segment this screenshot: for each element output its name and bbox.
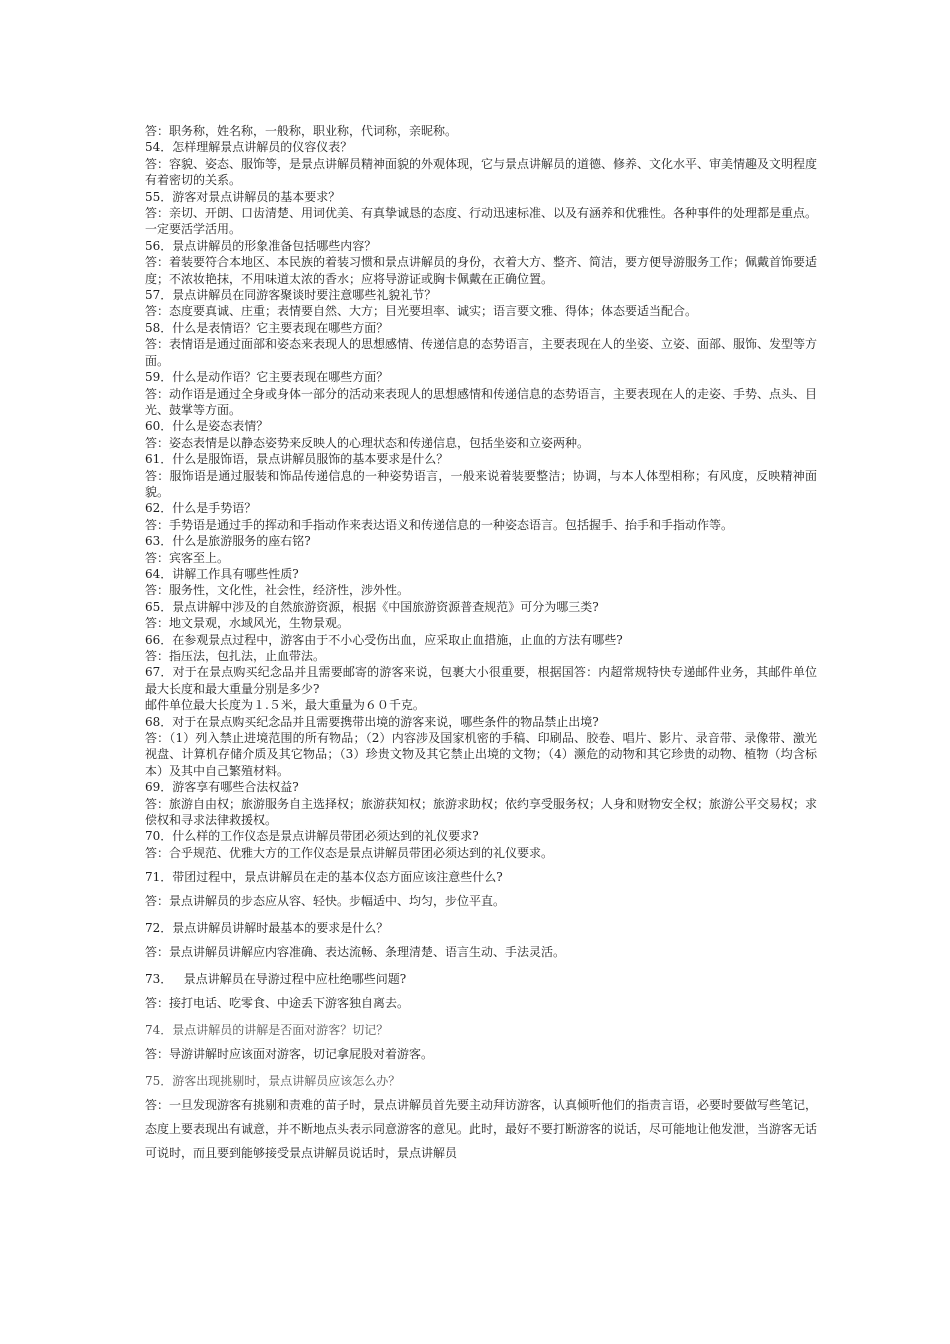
- question-text: 71．带团过程中，景点讲解员在走的基本仪态方面应该注意些什么?: [145, 870, 503, 885]
- answer-text: 答：合乎规范、优雅大方的工作仪态是景点讲解员带团必须达到的礼仪要求。: [145, 845, 554, 860]
- question-text: 68．对于在景点购买纪念品并且需要携带出境的游客来说，哪些条件的物品禁止出境?: [145, 714, 599, 729]
- question-text: 67．对于在景点购买纪念品并且需要邮寄的游客来说，包裹大小很重要，根据国答：内超常规特快专递邮件业务，其邮件单位最大长度和最大重量分别是多少?: [145, 665, 817, 696]
- answer-text: 邮件单位最大长度为１.５米，最大重量为６０千克。: [145, 698, 425, 713]
- answer-text: 答：姿态表情是以静态姿势来反映人的心理状态和传递信息，包括坐姿和立姿两种。: [145, 435, 590, 450]
- answer-text: 答：容貌、姿态、服饰等，是景点讲解员精神面貌的外观体现，它与景点讲解员的道德、修养、文化水平、审美情趣及文明程度有着密切的关系。: [145, 156, 818, 188]
- question-text: 74．景点讲解员的讲解是否面对游客？切记？: [145, 1023, 389, 1038]
- qa-block-dense: [145, 123, 817, 861]
- answer-text: 答：着装要符合本地区、本民族的着装习惯和景点讲解员的身份，衣着大方、整齐、简洁，要方便导游服务工作；佩戴首饰要适度；不浓妆艳抹，不用味道太浓的香水；应将导游证或胸卡佩戴在正确位置。: [145, 255, 818, 286]
- answer-text: 答：手势语是通过手的挥动和手指动作来表达语义和传递信息的一种姿态语言。包括握手、抬手和手指动作等。: [145, 517, 734, 532]
- answer-text: 答：表情语是通过面部和姿态来表现人的思想感情、传递信息的态势语言，主要表现在人的坐姿、立姿、面部、服饰、发型等方面。: [145, 337, 818, 368]
- answer-text: 答：指压法，包扎法，止血带法。: [145, 649, 326, 663]
- answer-text: 答：接打电话、吃零食、中途丢下游客独自离去。: [145, 996, 410, 1011]
- question-text: 54．怎样理解景点讲解员的仪容仪表？: [145, 140, 353, 155]
- question-text: 58．什么是表情语？它主要表现在哪些方面？: [145, 320, 389, 335]
- answer-text: 答：旅游自由权；旅游服务自主选择权；旅游获知权；旅游求助权；依约享受服务权；人身和财物安全权；旅游公平交易权；求偿权和寻求法律救援权。: [145, 796, 818, 828]
- question-text: 64．讲解工作具有哪些性质?: [145, 566, 299, 581]
- answer-text: 答：服务性，文化性，社会性，经济性，涉外性。: [145, 583, 410, 598]
- question-text: 73． 景点讲解员在导游过程中应杜绝哪些问题?: [145, 972, 407, 987]
- question-text: 72．景点讲解员讲解时最基本的要求是什么？: [145, 921, 389, 936]
- answer-text: 答：宾客至上。: [145, 550, 230, 565]
- answer-text: 答：（1）列入禁止进境范围的所有物品；（2）内容涉及国家机密的手稿、印刷品、胶卷、唱片、影片、录音带、录像带、激光视盘、计算机存储介质及其它物品；（3）珍贵文物及其它禁止出境的文物；（4）濒危的动物和其它珍贵的动物、植物（均含标本）及其中自己繁殖材料。: [145, 731, 817, 778]
- answer-text: 答：一旦发现游客有挑剔和责难的苗子时，景点讲解员首先要主动拜访游客，认真倾听他们的指责言语，必要时要做写些笔记，态度上要表现出有诚意，并不断地点头表示同意游客的意见。此时，最好不要打断游客的说话，尽可能地让他发泄，当游客无话可说时，而且要到能够接受景点讲解员说话时，景点讲解员: [145, 1098, 818, 1161]
- answer-text: 答：服饰语是通过服装和饰品传递信息的一种姿势语言，一般来说着装要整洁；协调，与本人体型相称；有风度，反映精神面貌。: [145, 468, 817, 499]
- question-text: 61．什么是服饰语，景点讲解员服饰的基本要求是什么？: [145, 452, 449, 467]
- question-text: 55．游客对景点讲解员的基本要求？: [145, 189, 341, 204]
- question-text: 63．什么是旅游服务的座右铭?: [145, 534, 311, 549]
- question-text: 69．游客享有哪些合法权益?: [145, 780, 299, 795]
- document-page: [145, 123, 817, 1165]
- question-text: 75．游客出现挑剔时，景点讲解员应该怎么办？: [145, 1074, 401, 1089]
- question-text: 62．什么是手势语？: [145, 501, 257, 516]
- question-text: 60．什么是姿态表情？: [145, 419, 269, 434]
- answer-text: 答：景点讲解员的步态应从容、轻快。步幅适中、均匀，步位平直。: [145, 894, 506, 909]
- answer-text: 答：亲切、开朗、口齿清楚、用词优美、有真挚诚恳的态度、行动迅速标准、以及有涵养和优雅性。各种事件的处理都是重点。一定要活学活用。: [145, 206, 818, 237]
- question-text: 59．什么是动作语？它主要表现在哪些方面？: [145, 370, 389, 385]
- question-text: 65．景点讲解中涉及的自然旅游资源，根据《中国旅游资源普查规范》可分为哪三类?: [145, 599, 599, 614]
- question-text: 57．景点讲解员在同游客聚谈时要注意哪些礼貌礼节？: [145, 288, 437, 303]
- question-text: 66．在参观景点过程中，游客由于不小心受伤出血，应采取止血措施，止血的方法有哪些?: [145, 632, 623, 647]
- question-text: 70．什么样的工作仪态是景点讲解员带团必须达到的礼仪要求?: [145, 829, 479, 844]
- question-text: 56．景点讲解员的形象准备包括哪些内容？: [145, 238, 377, 253]
- answer-text: 答：职务称，姓名称，一般称，职业称，代词称，亲昵称。: [145, 124, 458, 138]
- answer-text: 答：态度要真诚、庄重；表情要自然、大方；目光要坦率、诚实；语言要文雅、得体；体态要适当配合。: [145, 304, 698, 319]
- answer-text: 答：地文景观，水域风光，生物景观。: [145, 616, 350, 631]
- answer-text: 答：动作语是通过全身或身体一部分的活动来表现人的思想感情和传递信息的态势语言，主要表现在人的走姿、手势、点头、目光、鼓掌等方面。: [145, 386, 818, 417]
- answer-text: 答：导游讲解时应该面对游客，切记拿屁股对着游客。: [145, 1047, 434, 1062]
- qa-block-spaced: [145, 865, 817, 1165]
- answer-text: 答：景点讲解员讲解应内容准确、表达流畅、条理清楚、语言生动、手法灵活。: [145, 945, 566, 960]
